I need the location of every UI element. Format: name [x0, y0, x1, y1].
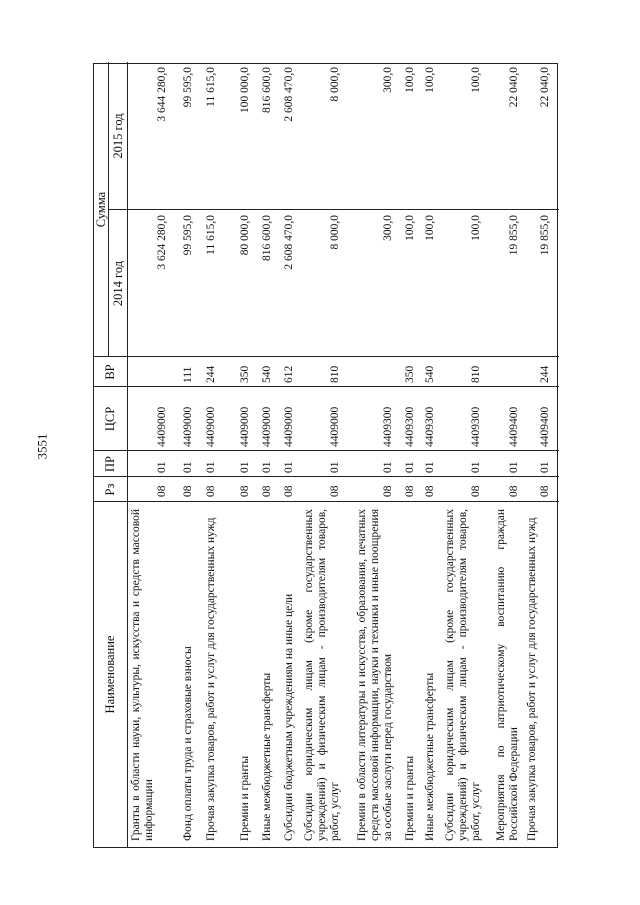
row-pr: 01: [539, 461, 551, 473]
row-name: Премии и гранты: [239, 755, 251, 841]
header-name: Наименование: [103, 635, 117, 714]
header-bottom-line: [127, 62, 128, 847]
row-2014: 300,0: [382, 215, 394, 241]
row-pr: 01: [382, 461, 394, 473]
row-name: Субсидии бюджетным учреждениям на иные цели: [283, 593, 295, 841]
row-2015: 300,0: [382, 67, 394, 93]
row-vr: 244: [539, 365, 551, 383]
row-pr: 01: [261, 461, 273, 473]
row-2014: 8 000,0: [329, 215, 341, 250]
row-pr: 01: [205, 461, 217, 473]
row-pr: 01: [508, 461, 520, 473]
header-sum: Сумма: [94, 191, 108, 228]
row-2014: 816 600,0: [261, 215, 273, 261]
row-2014: 80 000,0: [239, 215, 251, 256]
row-vr: 540: [424, 365, 436, 383]
row-2014: 19 855,0: [539, 215, 551, 256]
row-name: Иные межбюджетные трансферты: [261, 672, 273, 841]
row-2015: 3 644 280,0: [156, 67, 168, 122]
header-pr: ПР: [103, 456, 117, 472]
row-vr: 810: [329, 365, 341, 383]
row-pr: 01: [470, 461, 482, 473]
row-vr: 244: [205, 365, 217, 383]
row-csr: 4409300: [470, 406, 482, 447]
row-csr: 4409300: [404, 406, 416, 447]
row-pr: 01: [424, 461, 436, 473]
row-name: Фонд оплаты труда и страховые взносы: [182, 646, 194, 841]
row-pr: 01: [283, 461, 295, 473]
row-2014: 100,0: [404, 215, 416, 241]
row-2015: 2 608 470,0: [283, 67, 295, 122]
col-sep-vr: [94, 386, 559, 387]
row-2015: 100,0: [424, 67, 436, 93]
row-csr: 4409000: [156, 406, 168, 447]
row-vr: 810: [470, 365, 482, 383]
row-2014: 11 615,0: [205, 215, 217, 255]
row-rz: 08: [205, 485, 217, 497]
row-rz: 08: [156, 485, 168, 497]
row-vr: 350: [404, 365, 416, 383]
page-number: 3551: [34, 433, 50, 460]
row-name: Гранты в области науки, культуры, искусства и средств массовой информации: [130, 509, 155, 841]
row-vr: 111: [182, 366, 194, 383]
row-rz: 08: [261, 485, 273, 497]
row-2014: 19 855,0: [508, 215, 520, 256]
row-rz: 08: [404, 485, 416, 497]
row-rz: 08: [382, 485, 394, 497]
row-name: Субсидии юридическим лицам (кроме государственных учреждений) и физическим лицам - производителям товаров, работ, услуг: [444, 509, 482, 841]
row-rz: 08: [470, 485, 482, 497]
row-csr: 4409000: [182, 406, 194, 447]
row-rz: 08: [329, 485, 341, 497]
row-csr: 4409300: [382, 406, 394, 447]
row-csr: 4409400: [539, 406, 551, 447]
row-2015: 22 040,0: [539, 67, 551, 108]
row-2014: 100,0: [424, 215, 436, 241]
row-name: Премии в области литературы и искусства, образования, печатных средств массовой информации, науки и техники и иные поощрения за особые заслуги перед государством: [356, 509, 394, 841]
row-vr: 350: [239, 365, 251, 383]
col-sep-rz: [94, 501, 559, 502]
row-csr: 4409000: [261, 406, 273, 447]
row-name: Субсидии юридическим лицам (кроме государственных учреждений) и физическим лицам - производителям товаров, работ, услуг: [303, 509, 341, 841]
row-rz: 08: [283, 485, 295, 497]
row-rz: 08: [539, 485, 551, 497]
header-year-2014: 2014 год: [111, 260, 125, 307]
budget-table: [93, 63, 558, 848]
row-pr: 01: [404, 461, 416, 473]
row-2015: 22 040,0: [508, 67, 520, 108]
row-name: Прочая закупка товаров, работ и услуг для государственных нужд: [526, 517, 538, 841]
row-2015: 100 000,0: [239, 67, 251, 113]
row-2015: 11 615,0: [205, 67, 217, 107]
row-rz: 08: [508, 485, 520, 497]
row-2015: 99 595,0: [182, 67, 194, 108]
row-pr: 01: [156, 461, 168, 473]
header-rz: Рз: [103, 483, 117, 496]
row-2014: 2 608 470,0: [283, 215, 295, 270]
row-2015: 100,0: [404, 67, 416, 93]
row-vr: 540: [261, 365, 273, 383]
row-name: Прочая закупка товаров, работ и услуг для государственных нужд: [205, 517, 217, 841]
header-csr: ЦСР: [103, 406, 117, 432]
col-sep-csr: [94, 450, 559, 451]
row-2014: 99 595,0: [182, 215, 194, 256]
row-csr: 4409000: [283, 406, 295, 447]
col-sep-pr: [94, 476, 559, 477]
row-vr: 612: [283, 365, 295, 383]
row-name: Иные межбюджетные трансферты: [424, 672, 436, 841]
row-csr: 4409000: [239, 406, 251, 447]
row-rz: 08: [182, 485, 194, 497]
sum-header-line: [108, 62, 109, 357]
row-name: Премии и гранты: [404, 755, 416, 841]
header-year-2015: 2015 год: [111, 113, 125, 159]
row-2014: 100,0: [470, 215, 482, 241]
row-csr: 4409400: [508, 406, 520, 447]
row-2014: 3 624 280,0: [156, 215, 168, 270]
row-pr: 01: [182, 461, 194, 473]
row-name: Мероприятия по патриотическому воспитанию граждан Российской Федерации: [495, 509, 520, 841]
row-csr: 4409000: [329, 406, 341, 447]
header-vr: ВР: [103, 364, 117, 380]
row-csr: 4409300: [424, 406, 436, 447]
row-2015: 816 600,0: [261, 67, 273, 113]
row-pr: 01: [329, 461, 341, 473]
row-rz: 08: [239, 485, 251, 497]
row-2015: 100,0: [470, 67, 482, 93]
row-pr: 01: [239, 461, 251, 473]
row-csr: 4409000: [205, 406, 217, 447]
row-rz: 08: [424, 485, 436, 497]
row-2015: 8 000,0: [329, 67, 341, 102]
